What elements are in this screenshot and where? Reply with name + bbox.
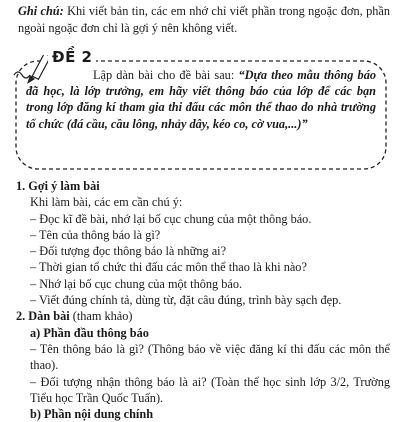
answer-body <box>16 178 390 422</box>
note-paragraph <box>18 3 390 36</box>
exercise-prompt <box>26 67 376 132</box>
part-b-heading: b) Phần nội dung chính <box>30 407 154 422</box>
exercise-prompt-text: “Dựa theo mẫu thông báo đã học, là lớp trưởng, em hãy viết thông báo của lớp để các bạn trong lớp đăng kí tham gia thi đấu các môn thể thao do nhà trường tổ chức (đá cầu, cầu lông, nhảy dây, kéo co, cờ vua,...)” <box>26 68 377 131</box>
list-item: – Tên của thông báo là gì? <box>30 227 161 242</box>
note-label: Ghi chú: <box>18 4 64 18</box>
section1-intro: Khi làm bài, các em cần chú ý: <box>30 195 183 210</box>
list-item: – Đối tượng đọc thông báo là những ai? <box>30 244 227 259</box>
note-text: Khi viết bản tin, các em nhớ chỉ viết phần trong ngoặc đơn, phần ngoài ngoặc đơn chỉ là gợi ý nên không viết. <box>18 4 390 35</box>
section2-heading-suffix: (tham khảo) <box>69 309 133 324</box>
section2-heading: 2. Dàn bài <box>16 309 70 324</box>
part-a-heading: a) Phần đầu thông báo <box>30 325 149 340</box>
list-item: – Nhớ lại bố cục chung của một thông báo. <box>30 276 243 291</box>
list-item: – Viết đúng chính tả, dùng từ, đặt câu đúng, trình bày sạch đẹp. <box>30 293 342 308</box>
list-item: – Tên thông báo là gì? (Thông báo về việc đăng kí thi đấu các môn thể thao). <box>30 341 390 373</box>
section1-heading: 1. Gợi ý làm bài <box>16 179 100 193</box>
exercise-lead: Lập dàn bài cho đề bài sau: <box>93 68 239 82</box>
exercise-title: ĐỀ 2 <box>48 48 96 66</box>
section2-heading-line <box>16 308 390 324</box>
list-item: – Đối tượng nhận thông báo là ai? (Toàn thể học sinh lớp 3/2, Trường Tiểu học Trần Quốc Tuấn). <box>30 374 390 405</box>
list-item: – Đọc kĩ đề bài, nhớ lại bố cục chung của một thông báo. <box>30 211 312 226</box>
list-item: – Thời gian tổ chức thi đấu các môn thể thao là khi nào? <box>30 260 307 275</box>
